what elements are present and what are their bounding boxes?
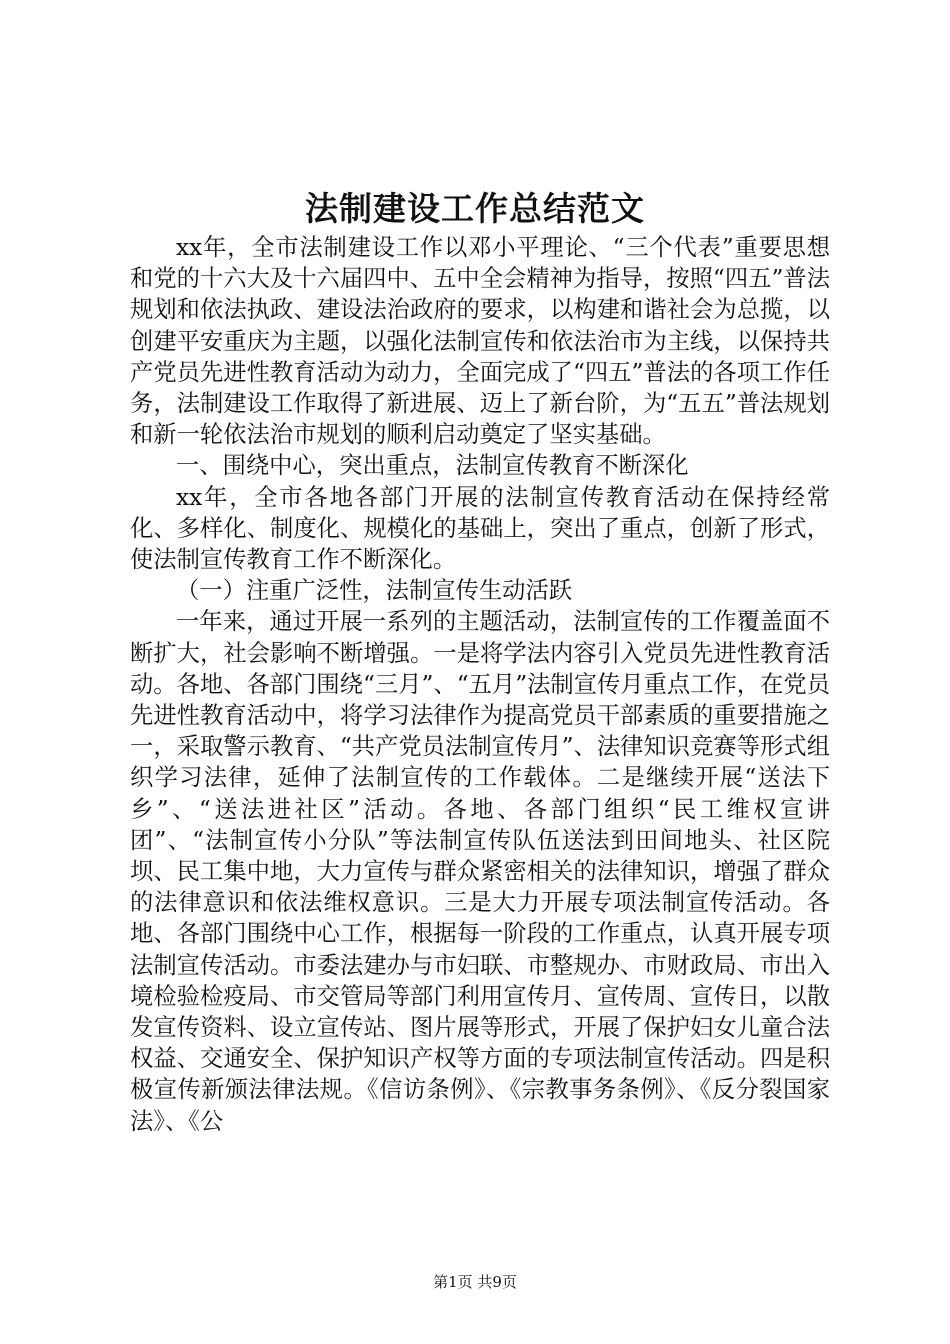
page-number-footer: 第1页 共9页 xyxy=(433,1273,517,1291)
document-title: 法制建设工作总结范文 xyxy=(305,189,645,228)
document-body xyxy=(130,232,830,1137)
subsection-paragraph: 一年来，通过开展一系列的主题活动，法制宣传的工作覆盖面不断扩大，社会影响不断增强。一是将学法内容引入党员先进性教育活动。各地、各部门围绕“三月”、“五月”法制宣传月重点工作，在党员先进性教育活动中，将学习法律作为提高党员干部素质的重要措施之一，采取警示教育、“共产党员法制宣传月”、法律知识竞赛等形式组织学习法律，延伸了法制宣传的工作载体。二是继续开展“送法下乡”、“送法进社区”活动。各地、各部门组织“民工维权宣讲团”、“法制宣传小分队”等法制宣传队伍送法到田间地头、社区院坝、民工集中地，大力宣传与群众紧密相关的法律知识，增强了群众的法律意识和依法维权意识。三是大力开展专项法制宣传活动。各地、各部门围绕中心工作，根据每一阶段的工作重点，认真开展专项法制宣传活动。市委法建办与市妇联、市整规办、市财政局、市出入境检验检疫局、市交管局等部门利用宣传月、宣传周、宣传日，以散发宣传资料、设立宣传站、图片展等形式，开展了保护妇女儿童合法权益、交通安全、保护知识产权等方面的专项法制宣传活动。四是积极宣传新颁法律法规。《信访条例》、《宗教事务条例》、《反分裂国家法》、《公 xyxy=(130,608,830,1135)
subsection-heading: （一）注重广泛性，法制宣传生动活跃 xyxy=(176,577,573,605)
intro-paragraph: xx年，全市法制建设工作以邓小平理论、“三个代表”重要思想和党的十六大及十六届四中、五中全会精神为指导，按照“四五”普法规划和依法执政、建设法治政府的要求，以构建和谐社会为总揽，以创建平安重庆为主题，以强化法制宣传和依法治市为主线，以保持共产党员先进性教育活动为动力，全面完成了“四五”普法的各项工作任务，法制建设工作取得了新进展、迈上了新台阶，为“五五”普法规划和新一轮依法治市规划的顺利启动奠定了坚实基础。 xyxy=(130,234,830,449)
section-heading: 一、围绕中心，突出重点，法制宣传教育不断深化 xyxy=(176,452,689,480)
section-paragraph: xx年，全市各地各部门开展的法制宣传教育活动在保持经常化、多样化、制度化、规模化的基础上，突出了重点，创新了形式，使法制宣传教育工作不断深化。 xyxy=(130,483,830,574)
